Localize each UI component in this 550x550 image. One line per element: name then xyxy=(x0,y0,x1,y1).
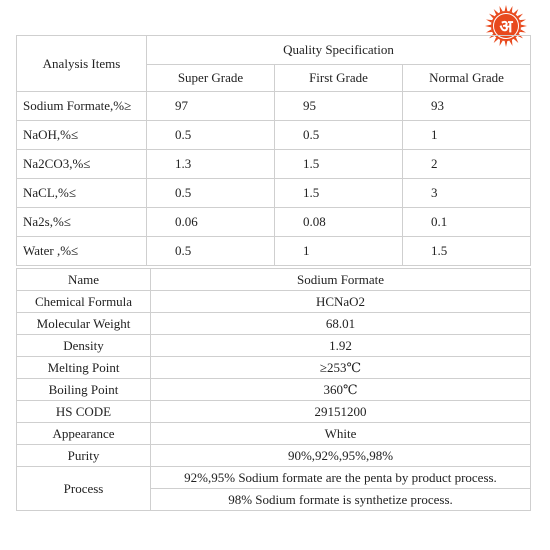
spec-value-first: 95 xyxy=(275,92,403,121)
spec-item: Na2CO3,%≤ xyxy=(17,150,147,179)
logo-ray xyxy=(509,6,512,12)
logo-ray xyxy=(486,20,492,23)
property-label: Name xyxy=(17,269,151,291)
spec-row xyxy=(17,237,531,266)
property-value: 360℃ xyxy=(151,379,531,401)
spec-value-super: 0.5 xyxy=(147,237,275,266)
property-value: White xyxy=(151,423,531,445)
logo-ray xyxy=(485,25,491,28)
property-row xyxy=(17,291,531,313)
spec-value-first: 0.5 xyxy=(275,121,403,150)
spec-value-normal: 1.5 xyxy=(403,237,531,266)
spec-row xyxy=(17,179,531,208)
property-label: Molecular Weight xyxy=(17,313,151,335)
property-row xyxy=(17,401,531,423)
quality-spec-header: Quality Specification xyxy=(147,36,531,65)
spec-row xyxy=(17,121,531,150)
spec-value-super: 0.06 xyxy=(147,208,275,237)
property-label: Appearance xyxy=(17,423,151,445)
spec-row xyxy=(17,208,531,237)
spec-value-normal: 93 xyxy=(403,92,531,121)
property-row xyxy=(17,467,531,489)
spec-item: Sodium Formate,%≥ xyxy=(17,92,147,121)
property-row xyxy=(17,357,531,379)
property-label: HS CODE xyxy=(17,401,151,423)
spec-value-normal: 3 xyxy=(403,179,531,208)
spec-item: NaOH,%≤ xyxy=(17,121,147,150)
logo-ray xyxy=(521,25,527,28)
process-line: 92%,95% Sodium formate are the penta by product process. xyxy=(151,467,531,489)
property-label: Boiling Point xyxy=(17,379,151,401)
spec-value-first: 1.5 xyxy=(275,179,403,208)
property-row xyxy=(17,269,531,291)
property-row xyxy=(17,445,531,467)
spec-item: Water ,%≤ xyxy=(17,237,147,266)
grade-header-super: Super Grade xyxy=(147,65,275,92)
analysis-items-header: Analysis Items xyxy=(17,36,147,92)
logo-ray xyxy=(486,29,492,32)
process-line: 98% Sodium formate is synthetize process. xyxy=(151,489,531,511)
spec-value-super: 1.3 xyxy=(147,150,275,179)
property-label: Purity xyxy=(17,445,151,467)
property-label: Chemical Formula xyxy=(17,291,151,313)
logo-ray xyxy=(505,5,508,11)
spec-value-super: 97 xyxy=(147,92,275,121)
property-row xyxy=(17,335,531,357)
logo-ray xyxy=(500,6,503,12)
property-value: 90%,92%,95%,98% xyxy=(151,445,531,467)
property-value: 68.01 xyxy=(151,313,531,335)
property-label: Density xyxy=(17,335,151,357)
spec-row xyxy=(17,150,531,179)
logo-ray xyxy=(520,20,526,23)
property-row xyxy=(17,379,531,401)
property-value: HCNaO2 xyxy=(151,291,531,313)
product-properties-table xyxy=(16,268,531,511)
property-value: 29151200 xyxy=(151,401,531,423)
spec-value-normal: 0.1 xyxy=(403,208,531,237)
spec-item: Na2s,%≤ xyxy=(17,208,147,237)
property-value: 1.92 xyxy=(151,335,531,357)
logo-glyph: अ xyxy=(499,17,513,37)
logo-ray xyxy=(520,29,526,32)
spec-value-first: 1.5 xyxy=(275,150,403,179)
spec-value-first: 0.08 xyxy=(275,208,403,237)
spec-row xyxy=(17,92,531,121)
grade-header-first: First Grade xyxy=(275,65,403,92)
spec-value-super: 0.5 xyxy=(147,179,275,208)
spec-value-normal: 2 xyxy=(403,150,531,179)
quality-spec-table xyxy=(16,35,531,266)
property-label: Melting Point xyxy=(17,357,151,379)
process-label: Process xyxy=(17,467,151,511)
spec-value-first: 1 xyxy=(275,237,403,266)
property-value: Sodium Formate xyxy=(151,269,531,291)
property-row xyxy=(17,313,531,335)
spec-value-super: 0.5 xyxy=(147,121,275,150)
grade-header-normal: Normal Grade xyxy=(403,65,531,92)
spec-value-normal: 1 xyxy=(403,121,531,150)
property-value: ≥253℃ xyxy=(151,357,531,379)
property-row xyxy=(17,423,531,445)
spec-item: NaCL,%≤ xyxy=(17,179,147,208)
